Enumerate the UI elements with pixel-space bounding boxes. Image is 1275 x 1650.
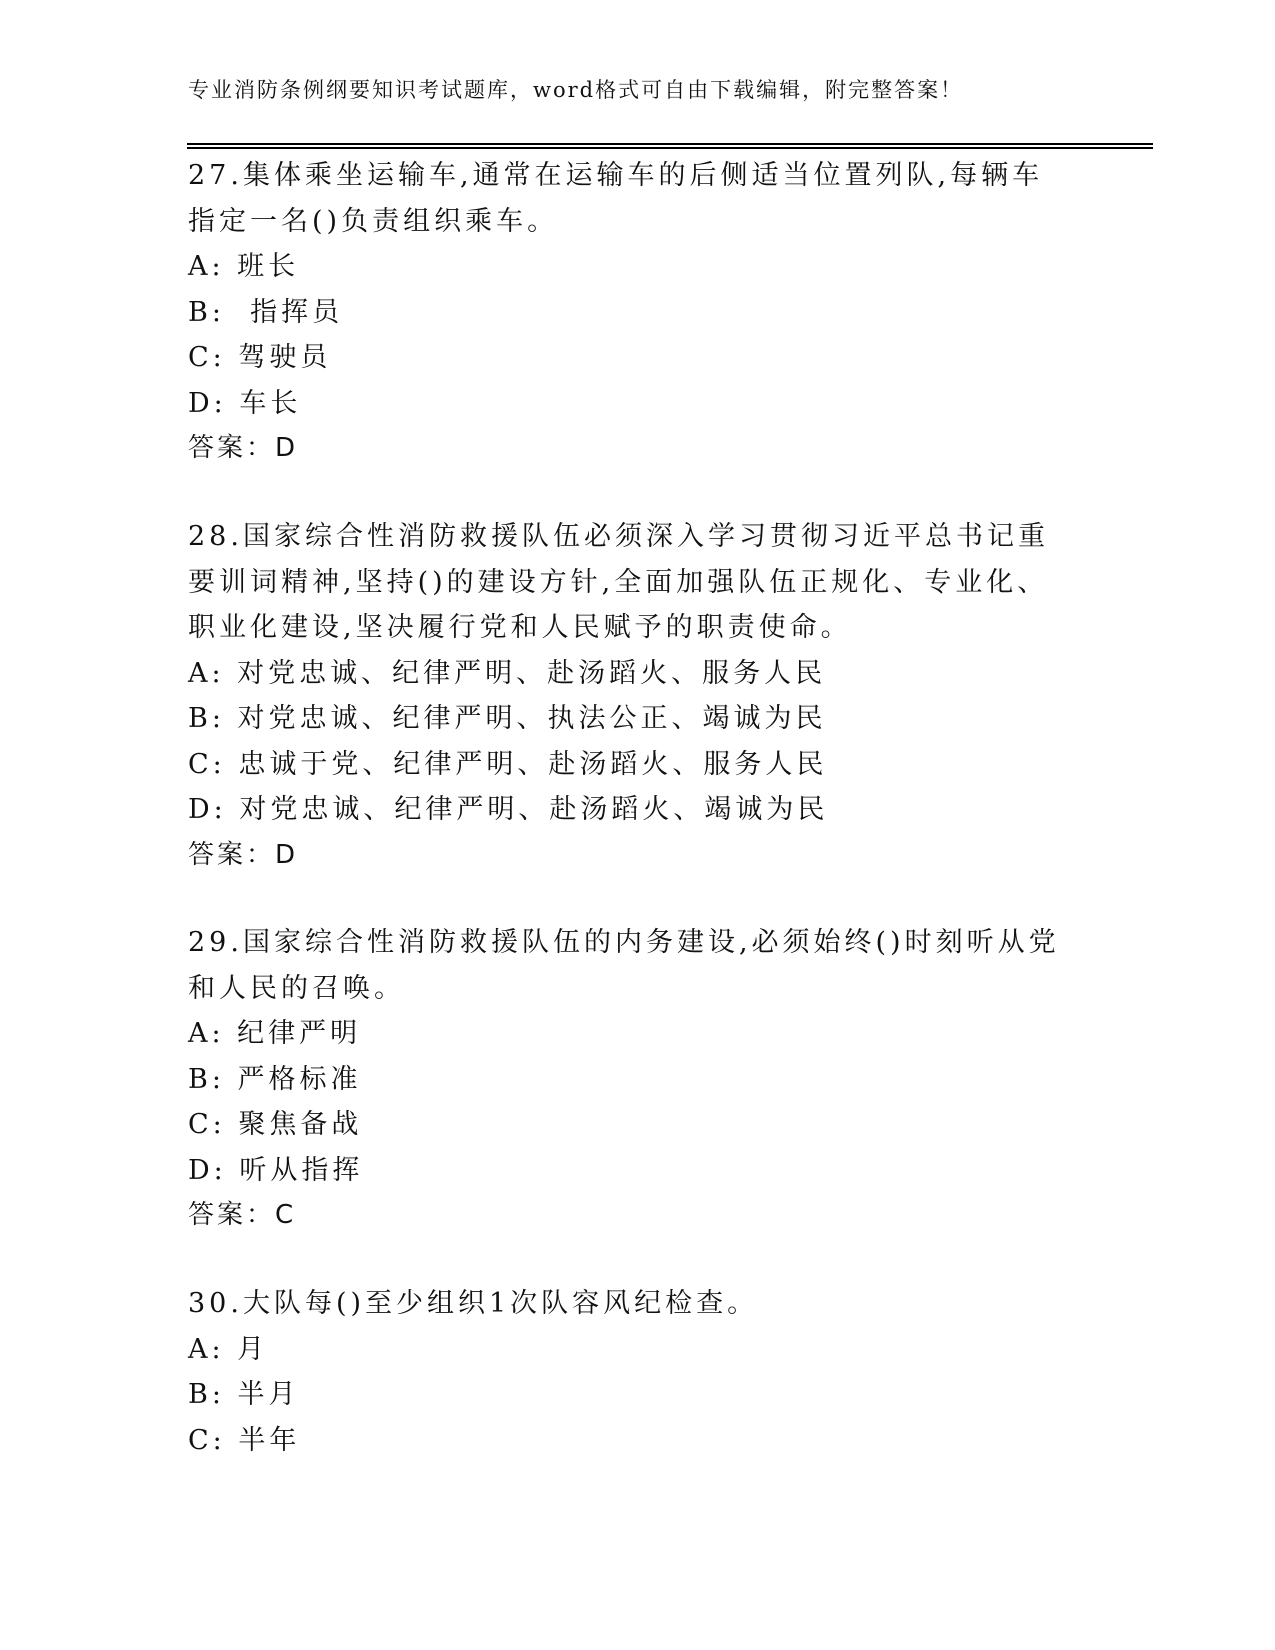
option-a: A: 纪律严明 (188, 1018, 362, 1049)
question-stem: 27.集体乘坐运输车,通常在运输车的后侧适当位置列队,每辆车指定一名()负责组织乘车。 (188, 160, 1044, 237)
option-a: A: 月 (188, 1333, 269, 1365)
option-c: C: 半年 (188, 1424, 301, 1456)
answer: 答案：C (188, 1200, 297, 1230)
option-c: C: 聚焦备战 (188, 1109, 363, 1140)
option-d: D: 对党忠诚、纪律严明、赴汤蹈火、竭诚为民 (188, 794, 829, 825)
question-27 (188, 153, 1068, 472)
option-c: C: 忠诚于党、纪律严明、赴汤蹈火、服务人民 (188, 748, 828, 780)
answer: 答案：D (188, 839, 299, 870)
option-d: D: 听从指挥 (188, 1154, 364, 1186)
option-b: B: 指挥员 (188, 296, 344, 328)
question-stem: 30.大队每()至少组织1次队容风纪检查。 (188, 1288, 759, 1319)
option-d: D: 车长 (188, 387, 302, 419)
question-30 (188, 1281, 1068, 1463)
option-b: B: 对党忠诚、纪律严明、执法公正、竭诚为民 (188, 703, 827, 734)
option-c: C: 驾驶员 (188, 342, 332, 373)
option-b: B: 半月 (188, 1379, 300, 1410)
question-28 (188, 514, 1068, 878)
header-rule-bottom (187, 147, 1153, 149)
option-a: A: 对党忠诚、纪律严明、赴汤蹈火、服务人民 (188, 657, 827, 689)
question-29 (188, 920, 1068, 1239)
document-header: 专业消防条例纲要知识考试题库，word格式可自由下载编辑，附完整答案！ (188, 78, 964, 102)
option-b: B: 严格标准 (188, 1063, 362, 1095)
question-stem: 29.国家综合性消防救援队伍的内务建设,必须始终()时刻听从党和人民的召唤。 (188, 927, 1060, 1004)
question-stem: 28.国家综合性消防救援队伍必须深入学习贯彻习近平总书记重要训词精神,坚持()的建设方针,全面加强队伍正规化、专业化、职业化建设,坚决履行党和人民赋予的职责使命。 (188, 521, 1049, 643)
header-rule-top (187, 143, 1153, 145)
option-a: A: 班长 (188, 251, 300, 282)
answer: 答案：D (188, 433, 299, 463)
